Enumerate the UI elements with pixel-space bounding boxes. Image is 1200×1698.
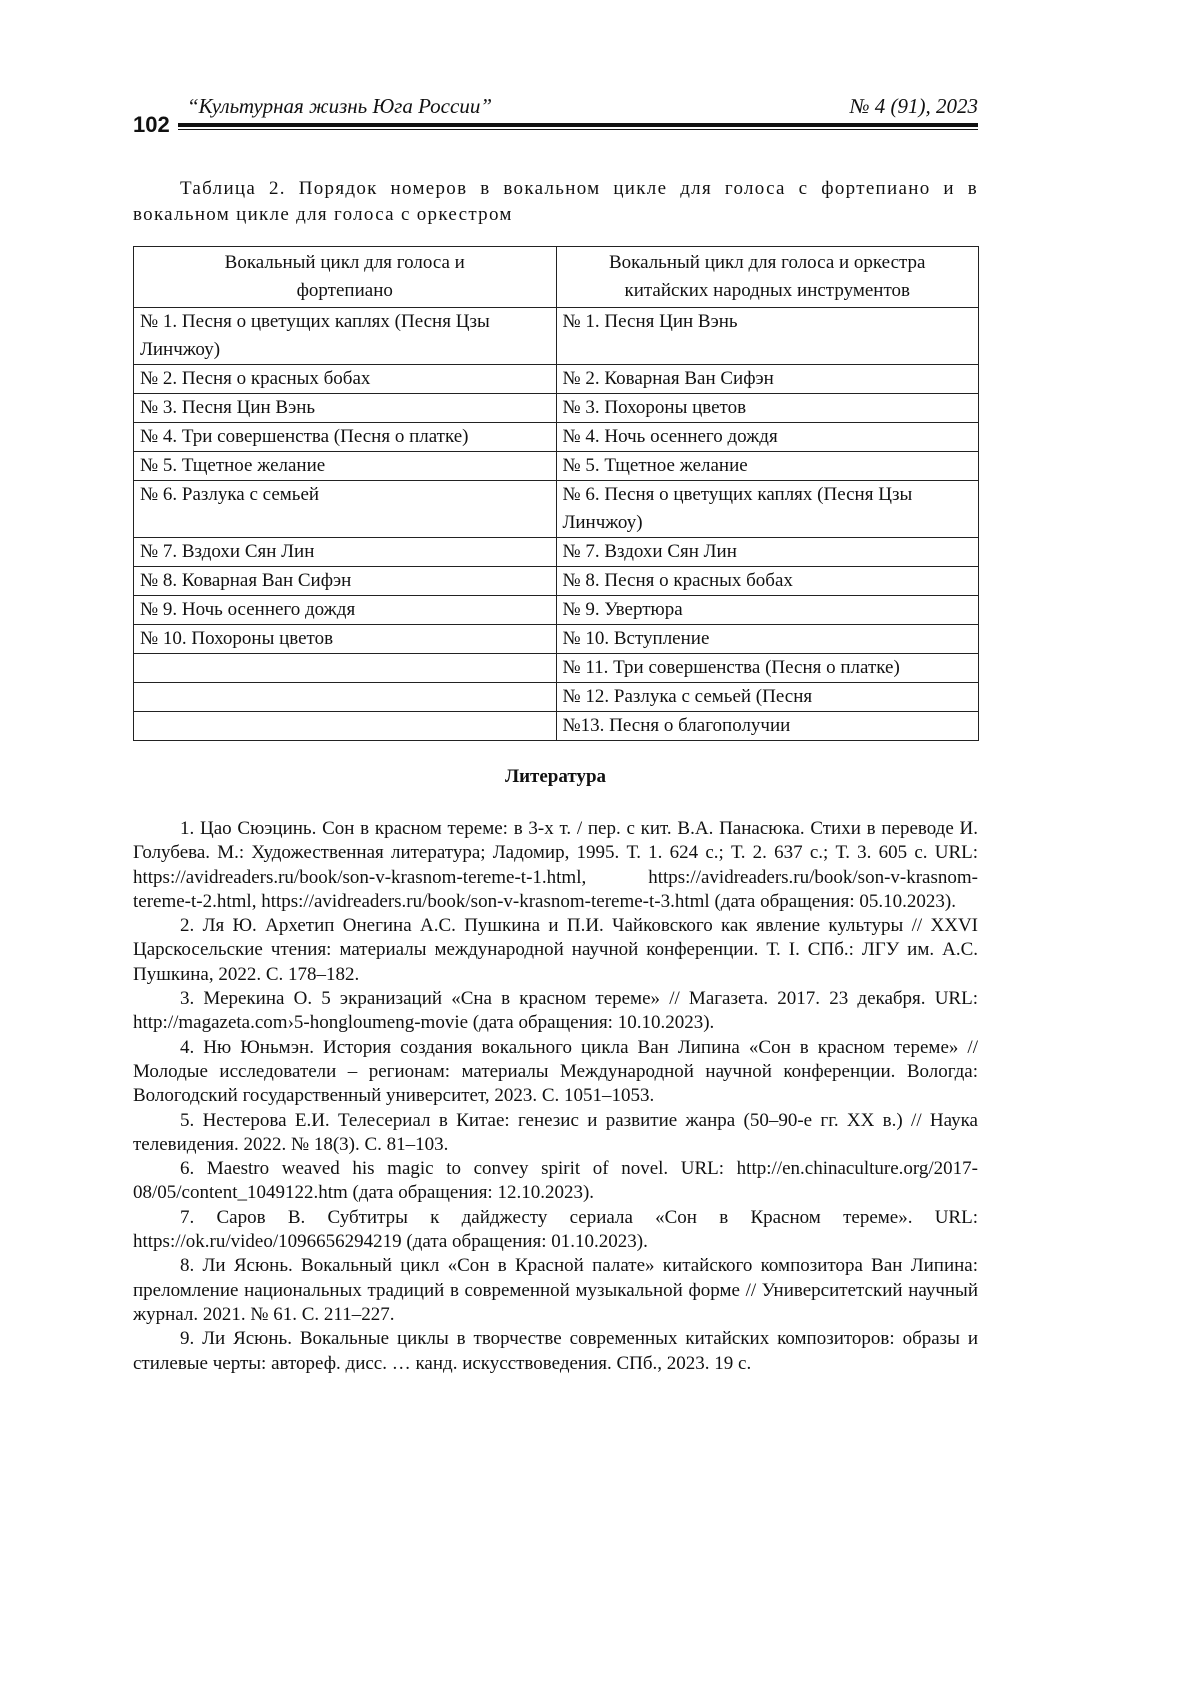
- reference-item: 1. Цао Сюэцинь. Сон в красном тереме: в 3-х т. / пер. с кит. В.А. Панасюка. Стихи в переводе И. Голубева. М.: Художественная литература; Ладомир, 1995. Т. 1. 624 с.; Т. 2. 637 с.; Т. 3. 605 с. URL: https://avidreaders.ru/book/son-v-krasnom-tereme-t-1.html, https://avidreaders.ru/book/son-v-krasnom-tereme-t-2.html, https://avidreaders.ru/book/son-v-krasnom-tereme-t-3.html (дата обращения: 05.10.2023).: [133, 817, 978, 914]
- table-row: [134, 452, 979, 481]
- cell-piano-cycle: № 7. Вздохи Сян Лин: [134, 538, 557, 567]
- journal-title: “Культурная жизнь Юга России”: [187, 94, 492, 119]
- cell-piano-cycle: № 3. Песня Цин Вэнь: [134, 394, 557, 423]
- reference-item: 4. Ню Юньмэн. История создания вокального цикла Ван Липина «Сон в красном тереме» // Молодые исследователи – регионам: материалы Международной научной кон­ференции. Вологда: Вологодский государственный университет, 2023. С. 1051–1053.: [133, 1036, 978, 1109]
- reference-item: 2. Ля Ю. Архетип Онегина А.С. Пушкина и П.И. Чайковского как явление куль­туры // XXVI Царскосельские чтения: материалы международной научной конференции. Т. I. СПб.: ЛГУ им. А.С. Пушкина, 2022. С. 178–182.: [133, 914, 978, 987]
- cell-orchestra-cycle: № 6. Песня о цветущих каплях (Песня Цзы Линчжоу): [556, 481, 979, 538]
- page-number: 102: [133, 112, 170, 138]
- cell-piano-cycle: № 4. Три совершенства (Песня о платке): [134, 423, 557, 452]
- table-row: [134, 365, 979, 394]
- table-row: [134, 423, 979, 452]
- table-row: [134, 596, 979, 625]
- cell-piano-cycle: [134, 683, 557, 712]
- reference-item: 7. Саров В. Субтитры к дайджесту сериала «Сон в Красном тереме». URL: https://ok.ru/video/1096656294219 (дата обращения: 01.10.2023).: [133, 1206, 978, 1255]
- cell-orchestra-cycle: № 1. Песня Цин Вэнь: [556, 308, 979, 365]
- cell-piano-cycle: № 8. Коварная Ван Сифэн: [134, 567, 557, 596]
- header-rule-thin: [178, 129, 978, 130]
- table-row: [134, 654, 979, 683]
- cell-orchestra-cycle: № 8. Песня о красных бобах: [556, 567, 979, 596]
- column-header-orchestra: Вокальный цикл для голоса и оркестра китайских народных инструментов: [556, 247, 979, 308]
- table-row: [134, 625, 979, 654]
- literature-heading: Литература: [133, 766, 978, 788]
- reference-list: [133, 817, 978, 1376]
- table-row: [134, 567, 979, 596]
- cell-orchestra-cycle: № 7. Вздохи Сян Лин: [556, 538, 979, 567]
- comparison-table: [133, 246, 979, 741]
- cell-orchestra-cycle: № 12. Разлука с семьей (Песня: [556, 683, 979, 712]
- header-rule-thick: [178, 123, 978, 127]
- cell-piano-cycle: [134, 654, 557, 683]
- table-row: [134, 683, 979, 712]
- cell-piano-cycle: № 9. Ночь осеннего дождя: [134, 596, 557, 625]
- table-row: [134, 712, 979, 741]
- cell-orchestra-cycle: № 2. Коварная Ван Сифэн: [556, 365, 979, 394]
- cell-piano-cycle: № 2. Песня о красных бобах: [134, 365, 557, 394]
- reference-item: 9. Ли Ясюнь. Вокальные циклы в творчестве современных китайских компози­торов: образы и стилевые черты: автореф. дисс. … канд. искусствоведения. СПб., 2023. 19 с.: [133, 1327, 978, 1376]
- reference-item: 3. Мерекина О. 5 экранизаций «Сна в красном тереме» // Магазета. 2017. 23 де­кабря. URL: http://magazeta.com›5-hongloumeng-movie (дата обращения: 10.10.2023).: [133, 987, 978, 1036]
- cell-orchestra-cycle: № 10. Вступление: [556, 625, 979, 654]
- reference-item: 5. Нестерова Е.И. Телесериал в Китае: генезис и развитие жанра (50–90-е гг. XX в.) // Наука телевидения. 2022. № 18(3). С. 81–103.: [133, 1109, 978, 1158]
- table-row: [134, 394, 979, 423]
- table-caption: Таблица 2. Порядок номеров в вокальном цикле для голоса с фортепиано и в вокальном цикле для голоса с оркестром: [133, 176, 978, 228]
- cell-piano-cycle: № 1. Песня о цветущих каплях (Песня Цзы Линчжоу): [134, 308, 557, 365]
- cell-orchestra-cycle: № 9. Увертюра: [556, 596, 979, 625]
- cell-orchestra-cycle: №13. Песня о благополучии: [556, 712, 979, 741]
- table-row: [134, 481, 979, 538]
- cell-piano-cycle: № 5. Тщетное желание: [134, 452, 557, 481]
- cell-piano-cycle: № 6. Разлука с семьей: [134, 481, 557, 538]
- column-header-piano: Вокальный цикл для голоса и фортепиано: [134, 247, 557, 308]
- cell-orchestra-cycle: № 3. Похороны цветов: [556, 394, 979, 423]
- cell-piano-cycle: № 10. Похороны цветов: [134, 625, 557, 654]
- table-row: [134, 308, 979, 365]
- running-header: [133, 92, 978, 132]
- table-row: [134, 538, 979, 567]
- table-header-row: [134, 247, 979, 308]
- cell-orchestra-cycle: № 4. Ночь осеннего дождя: [556, 423, 979, 452]
- issue-number: № 4 (91), 2023: [850, 94, 978, 119]
- reference-item: 8. Ли Ясюнь. Вокальный цикл «Сон в Красной палате» китайского композитора Ван Липина: преломление национальных традиций в современной музыкальной форме // Уни­верситетский научный журнал. 2021. № 61. С. 211–227.: [133, 1254, 978, 1327]
- cell-orchestra-cycle: № 11. Три совершенства (Песня о платке): [556, 654, 979, 683]
- cell-piano-cycle: [134, 712, 557, 741]
- reference-item: 6. Maestro weaved his magic to convey spirit of novel. URL: http://en.chinaculture.org/2017-08/05/content_1049122.htm (дата обращения: 12.10.2023).: [133, 1157, 978, 1206]
- cell-orchestra-cycle: № 5. Тщетное желание: [556, 452, 979, 481]
